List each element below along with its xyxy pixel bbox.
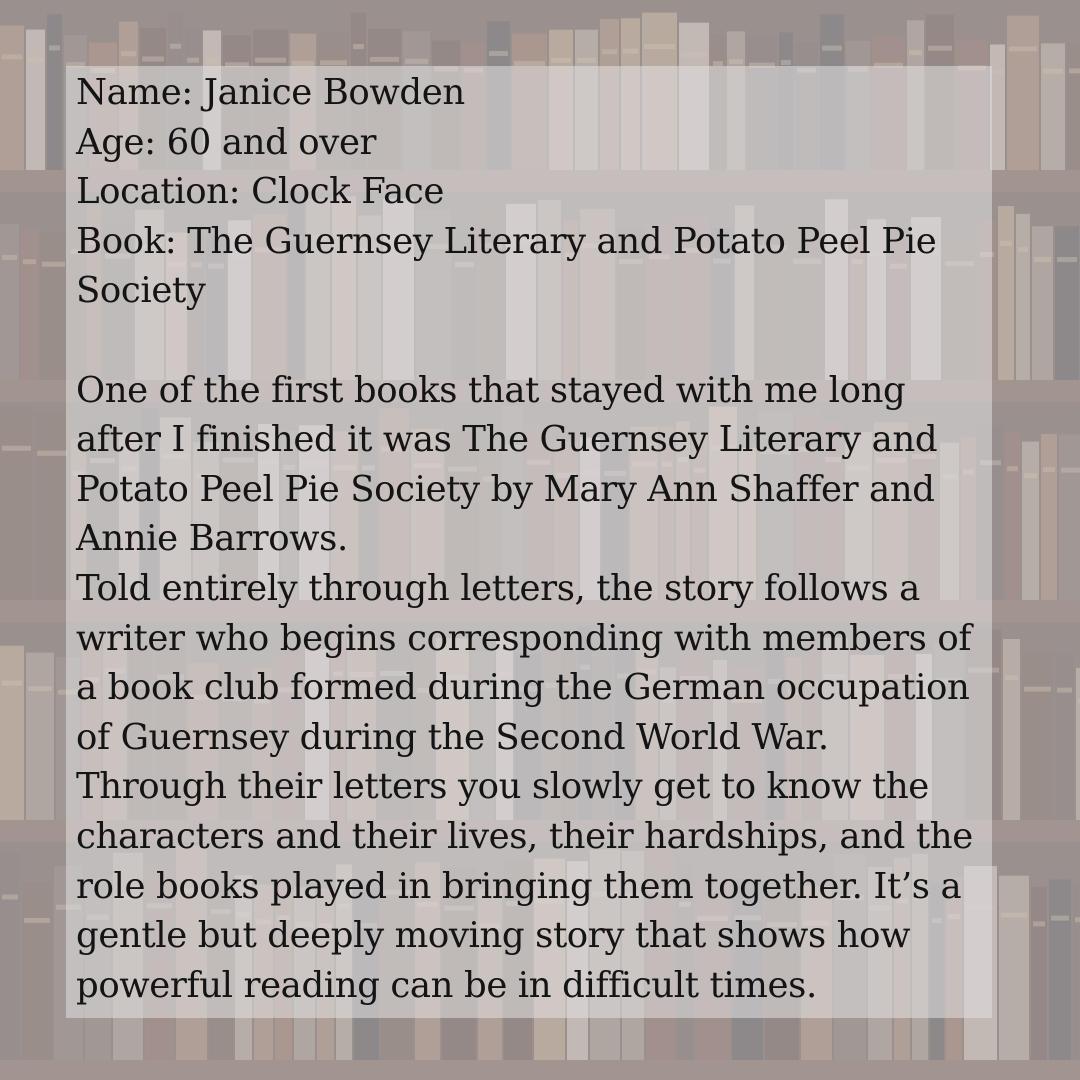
book-line: Book: The Guernsey Literary and Potato Peel Pie Society <box>76 220 937 312</box>
name-line: Name: Janice Bowden <box>76 72 465 113</box>
post-text <box>76 68 991 1010</box>
age-line: Age: 60 and over <box>76 121 377 163</box>
spacer <box>76 316 991 366</box>
review-paragraph: Through their letters you slowly get to know the characters and their lives, their hardships, and the role books played in bringing them together. It’s a gentle but deeply moving story that shows how powerful reading can be in difficult times. <box>76 766 973 1006</box>
review-paragraph: Told entirely through letters, the story follows a writer who begins corresponding with members of a book club formed during the German occupation of Guernsey during the Second World War. <box>76 567 972 758</box>
location-line: Location: Clock Face <box>76 171 444 213</box>
review-paragraph: One of the first books that stayed with me long after I finished it was The Guernsey Literary and Potato Peel Pie Society by Mary Ann Shaffer and Annie Barrows. <box>76 369 938 560</box>
